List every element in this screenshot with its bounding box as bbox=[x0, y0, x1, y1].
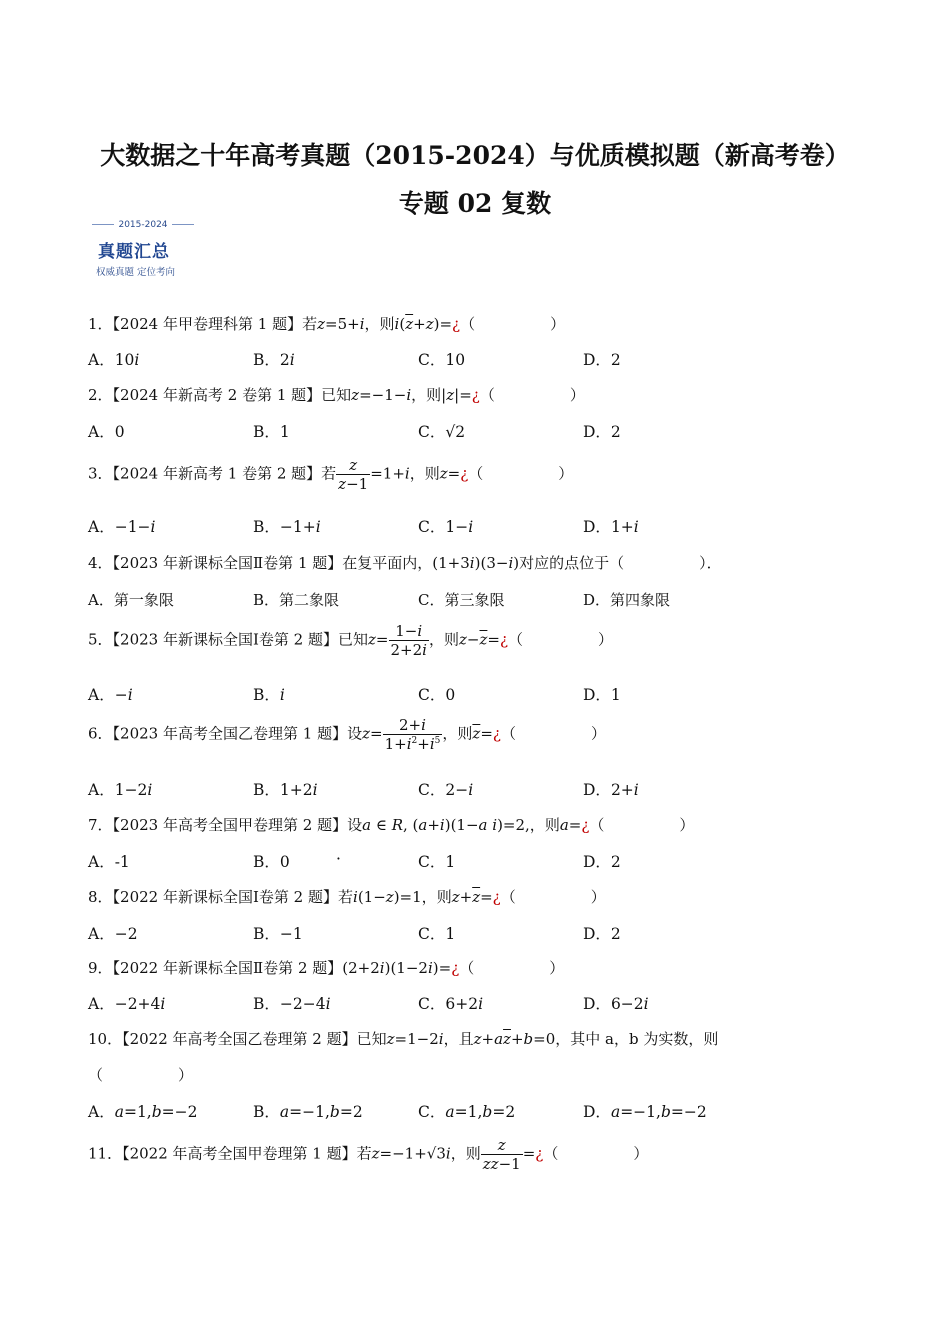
q8-option-d[interactable]: D．2 bbox=[583, 925, 621, 943]
page-title: 大数据之十年高考真题（2015-2024）与优质模拟题（新高考卷） bbox=[100, 141, 850, 170]
q5-option-b[interactable]: B．i bbox=[253, 686, 285, 704]
badge-main: 真题汇总 bbox=[98, 242, 170, 262]
q1-option-b[interactable]: B．2i bbox=[253, 351, 295, 369]
q10-option-d[interactable]: D．a=−1,b=−2 bbox=[583, 1103, 707, 1121]
q6-option-b[interactable]: B．1+2i bbox=[253, 781, 318, 799]
question-11: 11．【2022 年高考全国甲卷理第 1 题】若z=−1+√3i，则 $\frac{z}{z\overline{z}-1}$ =¿（ ） bbox=[88, 1136, 649, 1173]
question-10-paren: （ ） bbox=[88, 1066, 194, 1084]
q9-option-c[interactable]: C．6+2i bbox=[418, 995, 484, 1013]
q6-option-c[interactable]: C．2−i bbox=[418, 781, 474, 799]
q6-option-d[interactable]: D．2+i bbox=[583, 781, 639, 799]
question-4: 4．【2023 年新课标全国Ⅱ卷第 1 题】在复平面内，(1+3i)(3−i)对应的点位于（ ）． bbox=[88, 554, 722, 572]
question-1: 1．【2024 年甲卷理科第 1 题】若z=5+i，则$i(\overline{z}+z)=¿$（ ） bbox=[88, 315, 566, 333]
question-6: 6．【2023 年高考全国乙卷理第 1 题】设z= $\frac{2+i}{1+i^2+i^5}$ ，则$\overline{z}=¿$（ ） bbox=[88, 716, 606, 753]
q5-option-a[interactable]: A．−i bbox=[88, 686, 133, 704]
q3-option-d[interactable]: D．1+i bbox=[583, 518, 639, 536]
q1-option-a[interactable]: A．10i bbox=[88, 351, 140, 369]
question-8: 8．【2022 年新课标全国Ⅰ卷第 2 题】若i(1−z)=1，则$z+\overline{z}=¿$（ ） bbox=[88, 888, 606, 906]
q8-option-a[interactable]: A．−2 bbox=[88, 925, 138, 943]
q8-option-c[interactable]: C．1 bbox=[418, 925, 456, 943]
q1-option-d[interactable]: D．2 bbox=[583, 351, 621, 369]
q8-option-b[interactable]: B．−1 bbox=[253, 925, 303, 943]
q2-option-c[interactable]: C．√2 bbox=[418, 423, 466, 441]
q7-option-a[interactable]: A．-1 bbox=[88, 853, 130, 871]
q3-option-c[interactable]: C．1−i bbox=[418, 518, 474, 536]
question-10: 10．【2022 年高考全国乙卷理第 2 题】已知z=1−2i，且$z+a\overline{z}+b=0$，其中 a，b 为实数，则 bbox=[88, 1030, 719, 1048]
page-subtitle: 专题 02 复数 bbox=[398, 189, 552, 218]
badge-sub: 权威真题 定位考向 bbox=[96, 267, 176, 278]
question-5: 5．【2023 年新课标全国Ⅰ卷第 2 题】已知z= $\frac{1-i}{2+2i}$ ，则$z-\overline{z}=¿$（ ） bbox=[88, 622, 614, 659]
q2-option-d[interactable]: D．2 bbox=[583, 423, 621, 441]
question-9: 9．【2022 年新课标全国Ⅱ卷第 2 题】(2+2i)(1−2i)=¿（ ） bbox=[88, 959, 565, 977]
q6-option-a[interactable]: A．1−2i bbox=[88, 781, 153, 799]
q2-option-b[interactable]: B．1 bbox=[253, 423, 290, 441]
q5-option-d[interactable]: D．1 bbox=[583, 686, 621, 704]
q4-option-c[interactable]: C．第三象限 bbox=[418, 591, 505, 609]
q7-option-c[interactable]: C．1 bbox=[418, 853, 456, 871]
q3-option-a[interactable]: A．−1−i bbox=[88, 518, 156, 536]
q4-option-b[interactable]: B．第二象限 bbox=[253, 591, 340, 609]
question-7: 7．【2023 年高考全国甲卷理第 2 题】设a ∈ R, (a+i)(1−a i)=2,，则a=¿（ ） bbox=[88, 816, 695, 834]
question-3: 3．【2024 年新高考 1 卷第 2 题】若 $\frac{z}{z-1}$ =1+i，则z=¿（ ） bbox=[88, 456, 574, 493]
question-2: 2．【2024 年新高考 2 卷第 1 题】已知z=−1−i，则|z|=¿（ ） bbox=[88, 386, 585, 404]
section-badge bbox=[88, 220, 198, 282]
q1-option-c[interactable]: C．10 bbox=[418, 351, 466, 369]
q2-option-a[interactable]: A．0 bbox=[88, 423, 125, 441]
q10-option-b[interactable]: B．a=−1,b=2 bbox=[253, 1103, 363, 1121]
q10-option-c[interactable]: C．a=1,b=2 bbox=[418, 1103, 516, 1121]
q3-option-b[interactable]: B．−1+i bbox=[253, 518, 321, 536]
q5-option-c[interactable]: C．0 bbox=[418, 686, 456, 704]
q4-option-a[interactable]: A．第一象限 bbox=[88, 591, 174, 609]
badge-years: 2015-2024 bbox=[88, 220, 198, 230]
q4-option-d[interactable]: D．第四象限 bbox=[583, 591, 671, 609]
q7-option-b[interactable]: B．0 bbox=[253, 853, 290, 871]
stray-dot: · bbox=[336, 850, 341, 868]
q9-option-b[interactable]: B．−2−4i bbox=[253, 995, 331, 1013]
q9-option-d[interactable]: D．6−2i bbox=[583, 995, 649, 1013]
q10-option-a[interactable]: A．a=1,b=−2 bbox=[88, 1103, 198, 1121]
q7-option-d[interactable]: D．2 bbox=[583, 853, 621, 871]
q9-option-a[interactable]: A．−2+4i bbox=[88, 995, 166, 1013]
